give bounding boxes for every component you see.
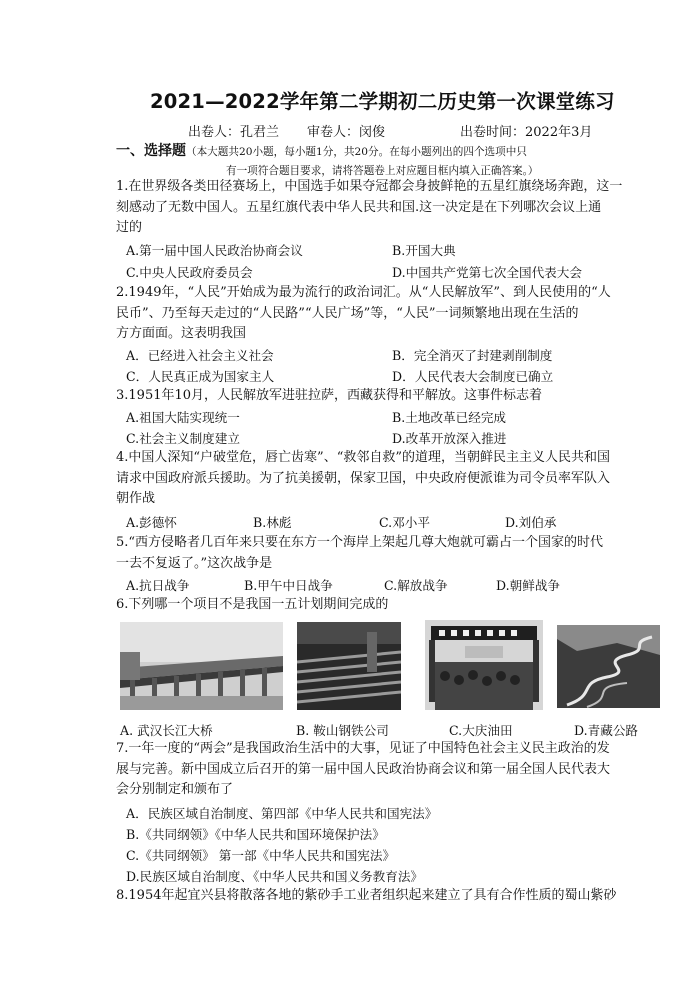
question-stem-line: 5.“西方侵略者几百年来只要在东方一个海岸上架起几尊大炮就可霸占一个国家的时代 [116,535,604,550]
question-stem-line: 请求中国政府派兵援助。为了抗美援朝，保家卫国，中央政府便派谁为司令员率军队入 [116,470,611,486]
section-note-2: 有一项符合题目要求，请将答题卷上对应题目框内填入正确答案。） [226,165,539,177]
option-c: C.大庆油田 [449,723,513,738]
question-stem-line: 6.下列哪一个项目不是我国一五计划期间完成的 [116,597,389,612]
question-7 [116,739,661,801]
question-stem-line: 民币”、乃至每天走过的“人民路”“人民广场”等，“人民”一词频繁地出现在生活的 [116,305,579,321]
question-3 [116,386,661,407]
option-c: C.中央人民政府委员会 [126,265,253,280]
question-stem-line: 4.中国人深知“户破堂危，唇亡齿寒”、“救邻自救”的道理，当朝鲜民主主义人民共和国 [116,450,610,465]
option-c: C.《共同纲领》 第一部《中华人民共和国宪法》 [126,848,396,863]
question-stem-line: 2.1949年，“人民”开始成为最为流行的政治词汇。从“人民解放军”、到人民使用的“人 [116,285,611,300]
question-stem-line: 过的 [116,220,143,235]
question-stem-line: 3.1951年10月，人民解放军进驻拉萨，西藏获得和平解放。这事件标志着 [116,388,543,403]
option-c: C.解放战争 [384,578,448,593]
wuhan-bridge-photo [120,622,283,710]
option-c: C.邓小平 [379,515,430,530]
option-b: B.土地改革已经完成 [392,410,507,425]
option-b: B.林彪 [253,515,292,530]
question-stem-line: 刻感动了无数中国人。五星红旗代表中华人民共和国.这一决定是在下列哪次会议上通 [116,199,602,215]
option-b: B．完全消灭了封建剥削制度 [392,348,553,363]
option-b: B. 鞍山钢铁公司 [296,723,389,738]
option-a: A.彭德怀 [126,515,177,530]
option-a: A.祖国大陆实现统一 [126,410,240,425]
question-stem-line: 展与完善。新中国成立后召开的第一届中国人民政治协商会议和第一届全国人民代表大 [116,761,611,777]
option-d: D.改革开放深入推进 [392,431,507,446]
question-stem-line: 朝作战 [116,491,156,506]
option-d: D.青藏公路 [574,723,639,738]
option-a: A．民族区域自治制度、第四部《中华人民共和国宪法》 [126,806,438,821]
question-2 [116,283,661,345]
option-a: A.第一届中国人民政治协商会议 [126,243,303,258]
option-b: B.开国大典 [392,243,456,258]
question-stem-line: 方方面面。这表明我国 [116,326,247,341]
option-a: A．已经进入社会主义社会 [126,348,274,363]
question-stem-line: 7.一年一度的“两会”是我国政治生活中的大事，见证了中国特色社会主义民主政治的发 [116,741,610,756]
question-8 [116,886,661,907]
author-label: 出卷人：孔君兰 [188,125,280,140]
option-d: D．人民代表大会制度已确立 [392,369,554,384]
question-stem-line: 8.1954年起宜兴县将散落各地的紫砂手工业者组织起来建立了具有合作性质的蜀山紫砂 [116,888,617,903]
section-note-1: （本大题共20小题，每小题1分，共20分。在每小题列出的四个选项中只 [186,146,527,158]
option-b: B.《共同纲领》《中华人民共和国环境保护法》 [126,827,385,842]
question-6 [116,595,661,616]
option-a: A.抗日战争 [126,578,190,593]
section-title: 一、选择题 [116,143,186,159]
option-a: A. 武汉长江大桥 [120,723,213,738]
option-d: D.朝鲜战争 [496,578,561,593]
question-1 [116,177,661,239]
question-4 [116,448,661,510]
option-d: D.刘伯承 [505,515,557,530]
reviewer-label: 审卷人：闵俊 [307,125,386,140]
option-b: B.甲午中日战争 [244,578,333,593]
anshan-steel-photo [297,622,401,710]
page-title: 2021—2022学年第二学期初二历史第一次课堂练习 [150,90,615,113]
question-stem-line: 一去不复返了。”这次战争是 [116,555,273,571]
date-label: 出卷时间：2022年3月 [460,125,593,140]
question-stem-line: 会分别制定和颁布了 [116,782,234,797]
section-heading [116,140,661,178]
question-stem-line: 1.在世界级各类田径赛场上，中国选手如果夺冠都会身披鲜艳的五星红旗绕场奔跑，这一 [116,179,623,194]
qinghai-tibet-road-photo [557,625,660,708]
option-d: D.中国共产党第七次全国代表大会 [392,265,582,280]
option-c: C．人民真正成为国家主人 [126,369,275,384]
option-d: D.民族区域自治制度、《中华人民共和国义务教育法》 [126,869,424,884]
option-c: C.社会主义制度建立 [126,431,240,446]
daqing-oilfield-photo [425,620,543,710]
question-5 [116,533,661,574]
